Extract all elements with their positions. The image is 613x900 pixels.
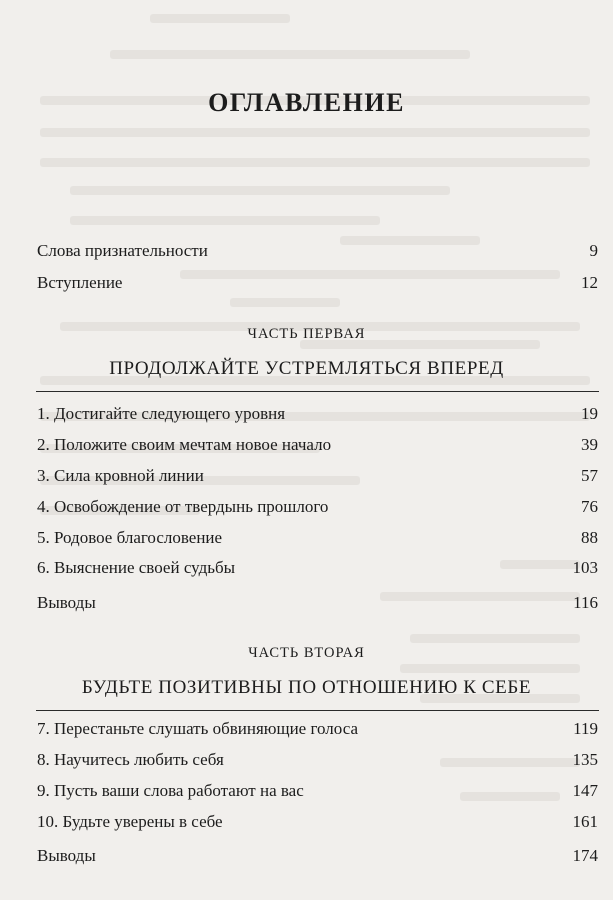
toc-entry-title: Выводы: [37, 846, 96, 865]
toc-entry[interactable]: [37, 592, 598, 614]
part-two-divider: [36, 710, 599, 711]
toc-entry[interactable]: [37, 811, 598, 833]
page-title: ОГЛАВЛЕНИЕ: [208, 88, 405, 117]
toc-entry-page: 135: [572, 750, 598, 769]
toc-entry-title: 5. Родовое благословение: [37, 528, 223, 547]
toc-entry[interactable]: [37, 434, 598, 456]
toc-entry-page: 12: [581, 273, 598, 292]
toc-entry[interactable]: [37, 557, 598, 579]
toc-entry-title: Выводы: [37, 593, 96, 612]
part-one-divider: [36, 391, 599, 392]
toc-entry-page: 161: [572, 812, 598, 831]
part-two-label: ЧАСТЬ ВТОРАЯ: [248, 645, 365, 661]
toc-entry[interactable]: [37, 496, 598, 518]
toc-entry-page: 88: [581, 528, 598, 547]
toc-entry[interactable]: [37, 272, 598, 294]
toc-entry-title: 3. Сила кровной линии: [37, 466, 204, 485]
toc-entry[interactable]: [37, 718, 598, 740]
toc-entry[interactable]: [37, 527, 598, 549]
toc-entry-title: 9. Пусть ваши слова работают на вас: [37, 781, 304, 800]
toc-entry-page: 103: [572, 558, 598, 577]
toc-entry[interactable]: [37, 845, 598, 867]
toc-entry-title: 10. Будьте уверены в себе: [37, 812, 223, 831]
toc-entry-title: 4. Освобождение от твердынь прошлого: [37, 497, 329, 516]
toc-entry[interactable]: [37, 749, 598, 771]
toc-entry[interactable]: [37, 465, 598, 487]
toc-entry-title: 6. Выяснение своей судьбы: [37, 558, 236, 577]
toc-entry-page: 147: [572, 781, 598, 800]
toc-entry-title: Вступление: [37, 273, 123, 292]
toc-entry-title: 8. Научитесь любить себя: [37, 750, 224, 769]
toc-entry-page: 76: [581, 497, 598, 516]
toc-entry-page: 39: [581, 435, 598, 454]
part-one-label: ЧАСТЬ ПЕРВАЯ: [247, 326, 366, 342]
toc-entry[interactable]: [37, 403, 598, 425]
toc-entry-page: 174: [572, 846, 598, 865]
toc-entry-title: 7. Перестаньте слушать обвиняющие голоса: [37, 719, 359, 738]
toc-entry[interactable]: [37, 780, 598, 802]
toc-entry[interactable]: [37, 240, 598, 262]
toc-entry-title: 1. Достигайте следующего уровня: [37, 404, 286, 423]
toc-entry-page: 19: [581, 404, 598, 423]
toc-entry-title: Слова признательности: [37, 241, 208, 260]
part-one-title: ПРОДОЛЖАЙТЕ УСТРЕМЛЯТЬСЯ ВПЕРЕД: [109, 358, 504, 379]
toc-entry-title: 2. Положите своим мечтам новое начало: [37, 435, 332, 454]
toc-entry-page: 9: [589, 241, 598, 260]
part-two-title: БУДЬТЕ ПОЗИТИВНЫ ПО ОТНОШЕНИЮ К СЕБЕ: [81, 677, 532, 698]
toc-entry-page: 57: [581, 466, 598, 485]
toc-entry-page: 116: [573, 593, 598, 612]
toc-entry-page: 119: [573, 719, 598, 738]
